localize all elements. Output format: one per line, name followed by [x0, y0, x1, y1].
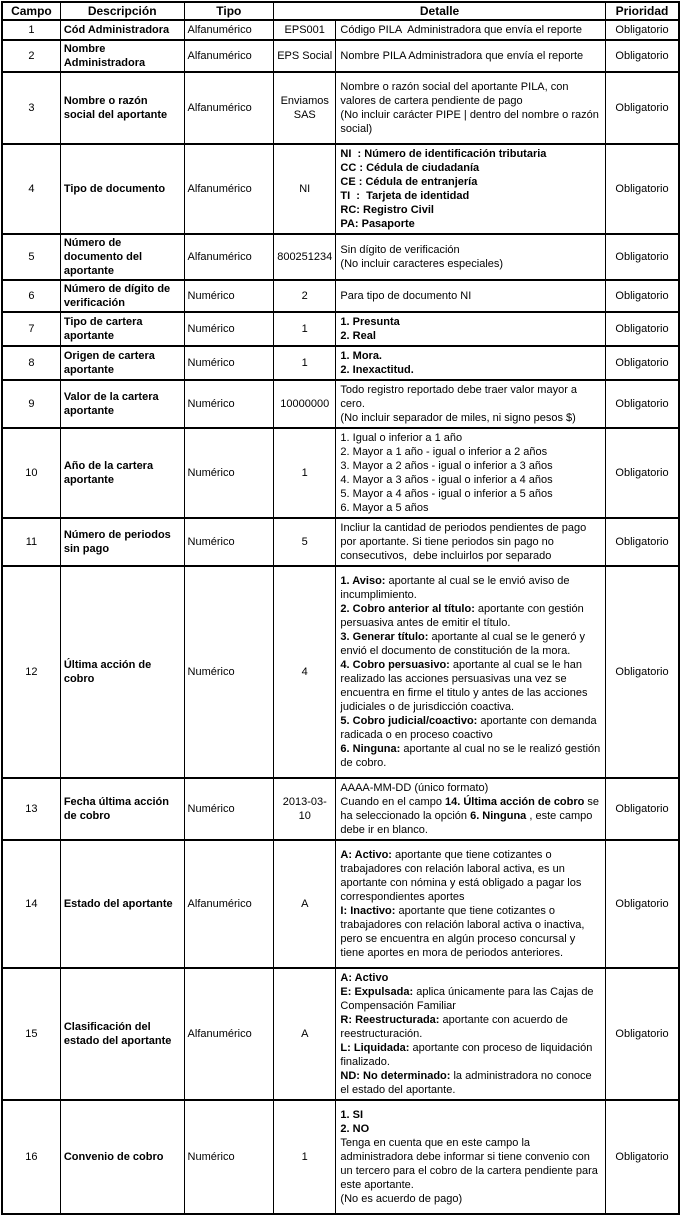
detail-line [340, 574, 601, 602]
detail-line [340, 329, 601, 343]
detail-line [340, 445, 601, 459]
detail-line [340, 848, 601, 904]
detail-bold-text: 2. NO [340, 1123, 370, 1135]
detail-line [340, 521, 601, 563]
header-descripcion: Descripción [60, 2, 184, 20]
detail-text: Para tipo de documento NI [340, 290, 472, 302]
ejemplo-cell: 1 [274, 1100, 336, 1214]
detail-line [340, 349, 601, 363]
prioridad-cell: Obligatorio [606, 1100, 679, 1214]
detail-text: Incliur la cantidad de periodos pendientes de pago por aportante. Si tiene periodos sin pago no consecutivos, debe incluirlos por separado [340, 522, 590, 562]
detail-line [340, 80, 601, 108]
detail-line [340, 1122, 601, 1136]
detail-text: aportante al cual se le generó y envió el documento de constitución de la mora. [340, 631, 589, 657]
detail-text: , este campo debe ir en blanco. [340, 810, 596, 836]
detail-line [340, 658, 601, 714]
ejemplo-cell: NI [274, 144, 336, 234]
ejemplo-cell: 1 [274, 428, 336, 518]
detalle-cell [336, 968, 606, 1100]
detail-line [340, 742, 604, 770]
prioridad-cell: Obligatorio [606, 968, 679, 1100]
tipo-cell: Alfanumérico [184, 234, 274, 280]
detail-text: 3. Mayor a 2 años - igual o inferior a 3 años [340, 460, 553, 472]
detail-line [340, 411, 601, 425]
detalle-cell [336, 778, 606, 840]
detalle-cell [336, 144, 606, 234]
ejemplo-cell: 2013-03-10 [274, 778, 336, 840]
detail-line [340, 217, 601, 231]
prioridad-cell: Obligatorio [606, 144, 679, 234]
ejemplo-cell: A [274, 968, 336, 1100]
detail-line [340, 431, 601, 445]
detail-bold-text: A: Activo: [340, 849, 392, 861]
detail-line [340, 630, 601, 658]
ejemplo-cell: EPS001 [274, 20, 336, 40]
descripcion-cell: Número de dígito de verificación [60, 280, 184, 312]
detail-line [340, 985, 601, 1013]
campo-cell: 4 [2, 144, 60, 234]
detail-text: aportante con demanda radicada o en proceso coactivo [340, 715, 600, 741]
detail-bold-text: 2. Cobro anterior al título: [340, 603, 475, 615]
detail-bold-text: CC : Cédula de ciudadanía [340, 162, 480, 174]
table-body [2, 20, 679, 1214]
tipo-cell: Numérico [184, 312, 274, 346]
prioridad-cell: Obligatorio [606, 312, 679, 346]
descripcion-cell: Estado del aportante [60, 840, 184, 968]
descripcion-cell: Cód Administradora [60, 20, 184, 40]
detalle-cell [336, 518, 606, 566]
tipo-cell: Numérico [184, 380, 274, 428]
detail-line [340, 1041, 601, 1069]
table-row [2, 428, 679, 518]
tipo-cell: Alfanumérico [184, 968, 274, 1100]
tipo-cell: Alfanumérico [184, 72, 274, 144]
descripcion-cell: Clasificación del estado del aportante [60, 968, 184, 1100]
detail-line [340, 473, 601, 487]
tipo-cell: Alfanumérico [184, 144, 274, 234]
detail-text: (No incluir carácter PIPE | dentro del nombre o razón social) [340, 109, 602, 135]
ejemplo-cell: 5 [274, 518, 336, 566]
prioridad-cell: Obligatorio [606, 234, 679, 280]
detail-bold-text: ND: No determinado: [340, 1070, 451, 1082]
tipo-cell: Numérico [184, 280, 274, 312]
descripcion-cell: Convenio de cobro [60, 1100, 184, 1214]
detalle-cell [336, 20, 606, 40]
descripcion-cell: Última acción de cobro [60, 566, 184, 778]
detail-line [340, 904, 601, 960]
header-tipo: Tipo [184, 2, 274, 20]
prioridad-cell: Obligatorio [606, 20, 679, 40]
detail-line [340, 315, 601, 329]
detail-line [340, 23, 601, 37]
detalle-cell [336, 234, 606, 280]
prioridad-cell: Obligatorio [606, 40, 679, 72]
detail-text: aportante que tiene cotizantes o trabajadores con relación laboral activa o inactiva, pero se encuentra en algún proceso concursal y tiene aportes en mora de periodos anteriores. [340, 905, 588, 959]
detail-line [340, 1013, 601, 1041]
detail-text: (No incluir separador de miles, ni signo pesos $) [340, 412, 576, 424]
detail-bold-text: 1. Presunta [340, 316, 400, 328]
table-header-row [2, 2, 679, 20]
detail-line [340, 108, 601, 136]
detalle-cell [336, 312, 606, 346]
header-prioridad: Prioridad [606, 2, 679, 20]
prioridad-cell: Obligatorio [606, 428, 679, 518]
detail-text: se ha seleccionado la opción [340, 796, 603, 822]
descripcion-cell: Número de documento del aportante [60, 234, 184, 280]
campo-cell: 16 [2, 1100, 60, 1214]
field-spec-table [1, 1, 680, 1215]
detail-bold-text: 2. Real [340, 330, 376, 342]
detail-line [340, 1108, 601, 1122]
descripcion-cell: Tipo de cartera aportante [60, 312, 184, 346]
campo-cell: 15 [2, 968, 60, 1100]
descripcion-cell: Nombre o razón social del aportante [60, 72, 184, 144]
detail-line [340, 781, 601, 795]
prioridad-cell: Obligatorio [606, 72, 679, 144]
detail-line [340, 189, 601, 203]
detail-line [340, 161, 601, 175]
campo-cell: 10 [2, 428, 60, 518]
detail-text: 5. Mayor a 4 años - igual o inferior a 5 años [340, 488, 553, 500]
table-row [2, 346, 679, 380]
detalle-cell [336, 72, 606, 144]
tipo-cell: Numérico [184, 566, 274, 778]
table-row [2, 72, 679, 144]
prioridad-cell: Obligatorio [606, 778, 679, 840]
table-row [2, 20, 679, 40]
table-row [2, 234, 679, 280]
detail-line [340, 795, 601, 837]
detail-bold-text: E: Expulsada: [340, 986, 414, 998]
ejemplo-cell: A [274, 840, 336, 968]
detalle-cell [336, 380, 606, 428]
detalle-cell [336, 40, 606, 72]
detalle-cell [336, 428, 606, 518]
detail-bold-text: 1. Aviso: [340, 575, 386, 587]
detail-text: (No incluir caracteres especiales) [340, 258, 504, 270]
tipo-cell: Numérico [184, 346, 274, 380]
detail-line [340, 289, 601, 303]
campo-cell: 6 [2, 280, 60, 312]
ejemplo-cell: 1 [274, 312, 336, 346]
detail-line [340, 459, 601, 473]
detail-text: Cuando en el campo [340, 796, 445, 808]
detail-line [340, 1192, 601, 1206]
detail-line [340, 602, 601, 630]
detail-line [340, 49, 601, 63]
detail-line [340, 1069, 601, 1097]
detail-text: aportante con acuerdo de reestructuración. [340, 1014, 571, 1040]
detail-bold-text: PA: Pasaporte [340, 218, 415, 230]
detail-bold-text: L: Liquidada: [340, 1042, 410, 1054]
detail-bold-text: 2. Inexactitud. [340, 364, 414, 376]
detail-line [340, 175, 601, 189]
table-row [2, 312, 679, 346]
ejemplo-cell: EPS Social [274, 40, 336, 72]
tipo-cell: Numérico [184, 1100, 274, 1214]
detail-text: Nombre o razón social del aportante PILA, con valores de cartera pendiente de pago [340, 81, 572, 107]
detail-text: 6. Mayor a 5 años [340, 502, 429, 514]
campo-cell: 3 [2, 72, 60, 144]
descripcion-cell: Número de periodos sin pago [60, 518, 184, 566]
detalle-cell [336, 346, 606, 380]
detail-text: Código PILA Administradora que envía el reporte [340, 24, 582, 36]
prioridad-cell: Obligatorio [606, 380, 679, 428]
detalle-cell [336, 1100, 606, 1214]
detail-text: Sin dígito de verificación [340, 244, 460, 256]
header-campo: Campo [2, 2, 60, 20]
ejemplo-cell: Enviamos SAS [274, 72, 336, 144]
detail-text: 1. Igual o inferior a 1 año [340, 432, 463, 444]
detail-bold-text: 3. Generar título: [340, 631, 429, 643]
descripcion-cell: Origen de cartera aportante [60, 346, 184, 380]
detalle-cell [336, 840, 606, 968]
table-row [2, 144, 679, 234]
descripcion-cell: Tipo de documento [60, 144, 184, 234]
detail-text: AAAA-MM-DD (único formato) [340, 782, 489, 794]
table-row [2, 840, 679, 968]
ejemplo-cell: 4 [274, 566, 336, 778]
campo-cell: 1 [2, 20, 60, 40]
detail-text: aportante con proceso de liquidación finalizado. [340, 1042, 596, 1068]
table-row [2, 968, 679, 1100]
detail-text: aportante con gestión persuasiva antes de emitir el título. [340, 603, 587, 629]
prioridad-cell: Obligatorio [606, 280, 679, 312]
ejemplo-cell: 800251234 [274, 234, 336, 280]
ejemplo-cell: 1 [274, 346, 336, 380]
detail-bold-text: TI : Tarjeta de identidad [340, 190, 470, 202]
campo-cell: 13 [2, 778, 60, 840]
detail-line [340, 203, 601, 217]
descripcion-cell: Fecha última acción de cobro [60, 778, 184, 840]
ejemplo-cell: 2 [274, 280, 336, 312]
detail-text: (No es acuerdo de pago) [340, 1193, 463, 1205]
detail-text: Todo registro reportado debe traer valor mayor a cero. [340, 384, 581, 410]
detail-line [340, 501, 601, 515]
detail-bold-text: 14. Última acción de cobro [445, 796, 585, 808]
detail-bold-text: 5. Cobro judicial/coactivo: [340, 715, 478, 727]
table-row [2, 778, 679, 840]
detail-text: aportante al cual se le han realizado las acciones persuasivas una vez se encuentra en firme el titulo y antes de las acciones judiciales o de jurisdicción coactiva. [340, 659, 591, 713]
table-row [2, 380, 679, 428]
prioridad-cell: Obligatorio [606, 566, 679, 778]
table-row [2, 1100, 679, 1214]
detail-text: Tenga en cuenta que en este campo la administradora debe informar si tiene convenio con un tercero para el cobro de la cartera pendiente para este aportante. [340, 1137, 601, 1191]
detail-bold-text: 6. Ninguna: [340, 743, 401, 755]
campo-cell: 11 [2, 518, 60, 566]
ejemplo-cell: 10000000 [274, 380, 336, 428]
detail-text: 2. Mayor a 1 año - igual o inferior a 2 años [340, 446, 548, 458]
detail-bold-text: A: Activo [340, 972, 389, 984]
tipo-cell: Alfanumérico [184, 840, 274, 968]
detail-text: aportante al cual se le envió aviso de incumplimiento. [340, 575, 573, 601]
tipo-cell: Alfanumérico [184, 40, 274, 72]
header-detalle: Detalle [274, 2, 606, 20]
table-row [2, 40, 679, 72]
tipo-cell: Alfanumérico [184, 20, 274, 40]
detail-line [340, 714, 601, 742]
tipo-cell: Numérico [184, 778, 274, 840]
campo-cell: 5 [2, 234, 60, 280]
table-row [2, 280, 679, 312]
detail-text: aportante que tiene cotizantes o trabajadores con relación laboral activa, es un aportante con nómina y está obligado a pagar los correspondientes aportes [340, 849, 585, 903]
prioridad-cell: Obligatorio [606, 840, 679, 968]
detail-line [340, 257, 601, 271]
detail-bold-text: 1. SI [340, 1109, 364, 1121]
table-row [2, 566, 679, 778]
detail-bold-text: 4. Cobro persuasivo: [340, 659, 450, 671]
detail-text: la administradora no conoce el estado del aportante. [340, 1070, 595, 1096]
detail-line [340, 383, 601, 411]
prioridad-cell: Obligatorio [606, 346, 679, 380]
descripcion-cell: Nombre Administradora [60, 40, 184, 72]
campo-cell: 8 [2, 346, 60, 380]
detail-bold-text: NI : Número de identificación tributaria [340, 148, 547, 160]
detail-text: aplica únicamente para las Cajas de Compensación Familiar [340, 986, 597, 1012]
detail-line [340, 1136, 601, 1192]
detail-line [340, 487, 601, 501]
descripcion-cell: Valor de la cartera aportante [60, 380, 184, 428]
tipo-cell: Numérico [184, 518, 274, 566]
campo-cell: 12 [2, 566, 60, 778]
detail-text: Nombre PILA Administradora que envía el reporte [340, 50, 584, 62]
detalle-cell [336, 566, 606, 778]
detail-text: aportante al cual no se le realizó gestión de cobro. [340, 743, 604, 769]
detail-line [340, 971, 601, 985]
detail-bold-text: 6. Ninguna [470, 810, 527, 822]
table-row [2, 518, 679, 566]
campo-cell: 14 [2, 840, 60, 968]
detail-bold-text: CE : Cédula de entranjería [340, 176, 478, 188]
campo-cell: 9 [2, 380, 60, 428]
tipo-cell: Numérico [184, 428, 274, 518]
detalle-cell [336, 280, 606, 312]
detail-bold-text: 1. Mora. [340, 350, 382, 362]
campo-cell: 7 [2, 312, 60, 346]
descripcion-cell: Año de la cartera aportante [60, 428, 184, 518]
detail-bold-text: I: Inactivo: [340, 905, 396, 917]
detail-line [340, 243, 601, 257]
detail-line [340, 363, 601, 377]
prioridad-cell: Obligatorio [606, 518, 679, 566]
detail-bold-text: RC: Registro Civil [340, 204, 434, 216]
detail-text: 4. Mayor a 3 años - igual o inferior a 4 años [340, 474, 553, 486]
detail-line [340, 147, 601, 161]
detail-bold-text: R: Reestructurada: [340, 1014, 440, 1026]
campo-cell: 2 [2, 40, 60, 72]
